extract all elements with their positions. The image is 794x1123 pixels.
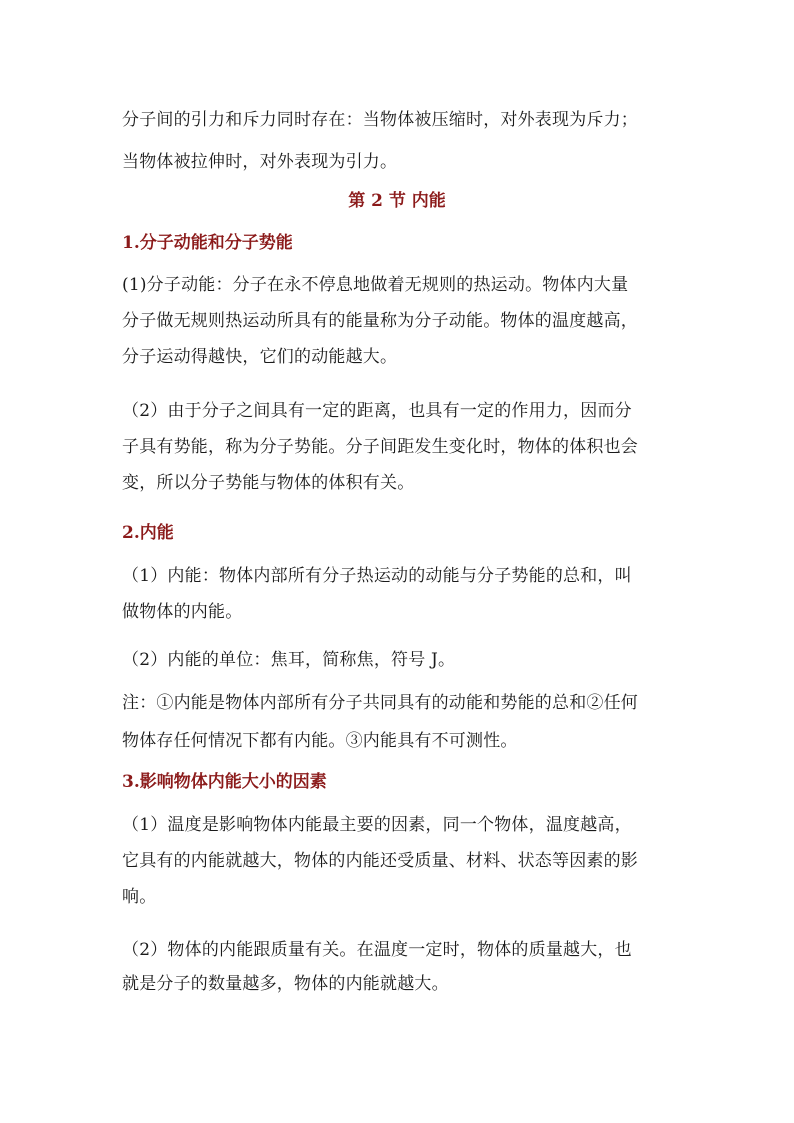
- topic2-para2-line-1: （2）内能的单位：焦耳，简称焦，符号 J。: [122, 650, 456, 670]
- topic1-para1-line-3: 分子运动得越快，它们的动能越大。: [122, 347, 398, 367]
- topic1-para1-line-1: (1)分子动能：分子在永不停息地做着无规则的热运动。物体内大量: [122, 275, 629, 295]
- topic1-para2-line-1: （2）由于分子之间具有一定的距离，也具有一定的作用力，因而分: [122, 401, 632, 421]
- topic3-para1-line-2: 它具有的内能就越大，物体的内能还受质量、材料、状态等因素的影: [122, 851, 638, 871]
- topic3-para1-line-3: 响。: [122, 887, 157, 907]
- topic2-note-line-1: 注：①内能是物体内部所有分子共同具有的动能和势能的总和②任何: [122, 693, 638, 713]
- topic2-para1-line-1: （1）内能：物体内部所有分子热运动的动能与分子势能的总和，叫: [122, 566, 632, 586]
- topic3-para1-line-1: （1）温度是影响物体内能最主要的因素，同一个物体，温度越高，: [122, 815, 632, 835]
- section-title: 第 2 节 内能: [348, 191, 446, 211]
- topic2-note-line-2: 物体存任何情况下都有内能。③内能具有不可测性。: [122, 731, 518, 751]
- topic1-para2-line-2: 子具有势能，称为分子势能。分子间距发生变化时，物体的体积也会: [122, 437, 638, 457]
- topic1-para1-line-2: 分子做无规则热运动所具有的能量称为分子动能。物体的温度越高，: [122, 311, 638, 331]
- topic3-para2-line-1: （2）物体的内能跟质量有关。在温度一定时，物体的质量越大，也: [122, 940, 632, 960]
- intro-line-2: 当物体被拉伸时，对外表现为引力。: [122, 152, 398, 172]
- topic1-heading: 1.分子动能和分子势能: [122, 233, 293, 253]
- topic3-para2-line-2: 就是分子的数量越多，物体的内能就越大。: [122, 974, 449, 994]
- intro-line-1: 分子间的引力和斥力同时存在：当物体被压缩时，对外表现为斥力；: [122, 110, 638, 130]
- topic1-para2-line-3: 变，所以分子势能与物体的体积有关。: [122, 473, 415, 493]
- topic2-heading: 2.内能: [122, 523, 174, 543]
- topic3-heading: 3.影响物体内能大小的因素: [122, 772, 327, 792]
- topic2-para1-line-2: 做物体的内能。: [122, 602, 243, 622]
